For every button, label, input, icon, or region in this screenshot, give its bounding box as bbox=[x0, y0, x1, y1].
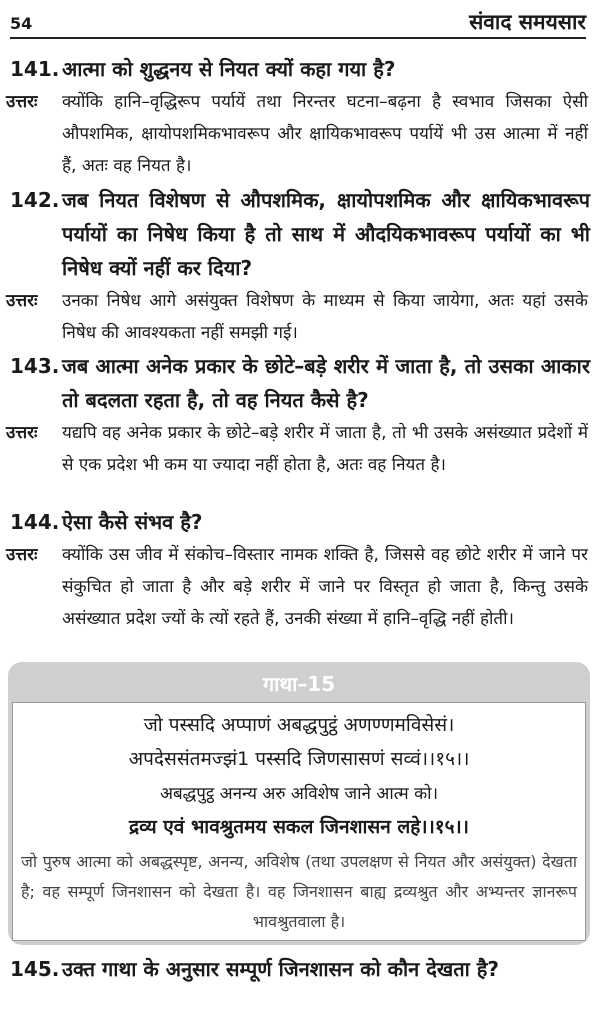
running-title: संवाद समयसार bbox=[469, 10, 586, 34]
question bbox=[0, 52, 600, 86]
question-text: ऐसा कैसे संभव है? bbox=[62, 510, 203, 534]
question-text: आत्मा को शुद्धनय से नियत क्यों कहा गया है? bbox=[62, 57, 396, 81]
question-text: जब नियत विशेषण से औपशमिक, क्षायोपशमिक और क्षायिकभावरूप पर्यायों का निषेध किया है तो साथ में औदयिकभावरूप पर्यायों का भी निषेध क्यों नहीं कर दिया? bbox=[62, 188, 590, 280]
answer bbox=[0, 539, 600, 635]
answer bbox=[0, 285, 600, 349]
page-number: 54 bbox=[10, 14, 33, 33]
question-number: 143. bbox=[10, 354, 60, 378]
answer-label: उत्तरः bbox=[6, 92, 38, 112]
qa-item-145 bbox=[0, 952, 600, 986]
answer-text: क्योंकि उस जीव में संकोच–विस्तार नामक शक्ति है, जिससे वह छोटे शरीर में जाने पर संकुचित हो जाता है और बड़े शरीर में जाने पर विस्तृत हो जाता है, किन्तु उसके असंख्यात प्रदेश ज्यों के त्यों रहते हैं, उनकी संख्या में हानि–वृद्धि नहीं होती। bbox=[62, 545, 588, 629]
gatha-hindi-line-2: द्रव्य एवं भावश्रुतमय सकल जिनशासन लहे।।१५।। bbox=[129, 816, 469, 838]
question bbox=[0, 183, 600, 285]
qa-item-141 bbox=[0, 52, 600, 182]
question-text: जब आत्मा अनेक प्रकार के छोटे–बड़े शरीर में जाता है, तो उसका आकार तो बदलता रहता है, तो वह नियत कैसे है? bbox=[62, 354, 590, 412]
question-number: 142. bbox=[10, 188, 60, 212]
gatha-content bbox=[12, 702, 586, 941]
question-number: 141. bbox=[10, 57, 60, 81]
question-text: उक्त गाथा के अनुसार सम्पूर्ण जिनशासन को कौन देखता है? bbox=[62, 957, 499, 981]
question bbox=[0, 349, 600, 417]
gatha-prakrit-line-1: जो पस्सदि अप्पाणं अबद्धपुट्ठं अणण्णमविसेसं। bbox=[143, 714, 455, 736]
answer-text: उनका निषेध आगे असंयुक्त विशेषण के माध्यम से किया जायेगा, अतः यहां उसके निषेध की आवश्यकता नहीं समझी गई। bbox=[62, 291, 588, 343]
answer-label: उत्तरः bbox=[6, 423, 38, 443]
gatha-prakrit-line-2: अपदेससंतमज्झं1 पस्सदि जिणसासणं सव्वं।।१५।। bbox=[128, 748, 470, 770]
question-number: 144. bbox=[10, 510, 60, 534]
qa-item-144 bbox=[0, 505, 600, 635]
page-header bbox=[10, 8, 586, 38]
question bbox=[0, 505, 600, 539]
answer-label: उत्तरः bbox=[6, 545, 38, 565]
gatha-title: गाथा–15 bbox=[262, 672, 336, 696]
answer bbox=[0, 86, 600, 182]
answer-text: क्योंकि हानि–वृद्धिरूप पर्यायें तथा निरन्तर घटना–बढ़ना है स्वभाव जिसका ऐसी औपशमिक, क्षायोपशमिकभावरूप और क्षायिकभावरूप पर्यायें भी उस आत्मा में नहीं हैं, अतः वह नियत है। bbox=[62, 92, 588, 176]
gatha-hindi-line-1: अबद्धपुट्ठ अनन्य अरु अविशेष जाने आत्म को। bbox=[159, 784, 439, 804]
question-number: 145. bbox=[10, 957, 60, 981]
gatha-box bbox=[8, 662, 590, 945]
header-rule bbox=[10, 37, 586, 39]
qa-item-143 bbox=[0, 349, 600, 481]
answer-label: उत्तरः bbox=[6, 291, 38, 311]
answer bbox=[0, 417, 600, 481]
answer-text: यद्यपि वह अनेक प्रकार के छोटे–बड़े शरीर में जाता है, तो भी उसके असंख्यात प्रदेशों में से एक प्रदेश भी कम या ज्यादा नहीं होता है, अतः वह नियत है। bbox=[62, 423, 588, 475]
gatha-meaning: जो पुरुष आत्मा को अबद्धस्पृष्ट, अनन्य, अविशेष (तथा उपलक्षण से नियत और असंयुक्त) देखता है; वह सम्पूर्ण जिनशासन को देखता है। वह जिनशासन बाह्य द्रव्यश्रुत और अभ्यन्तर ज्ञानरूप भावश्रुतवाला है। bbox=[21, 852, 577, 931]
question bbox=[0, 952, 600, 986]
qa-item-142 bbox=[0, 183, 600, 349]
